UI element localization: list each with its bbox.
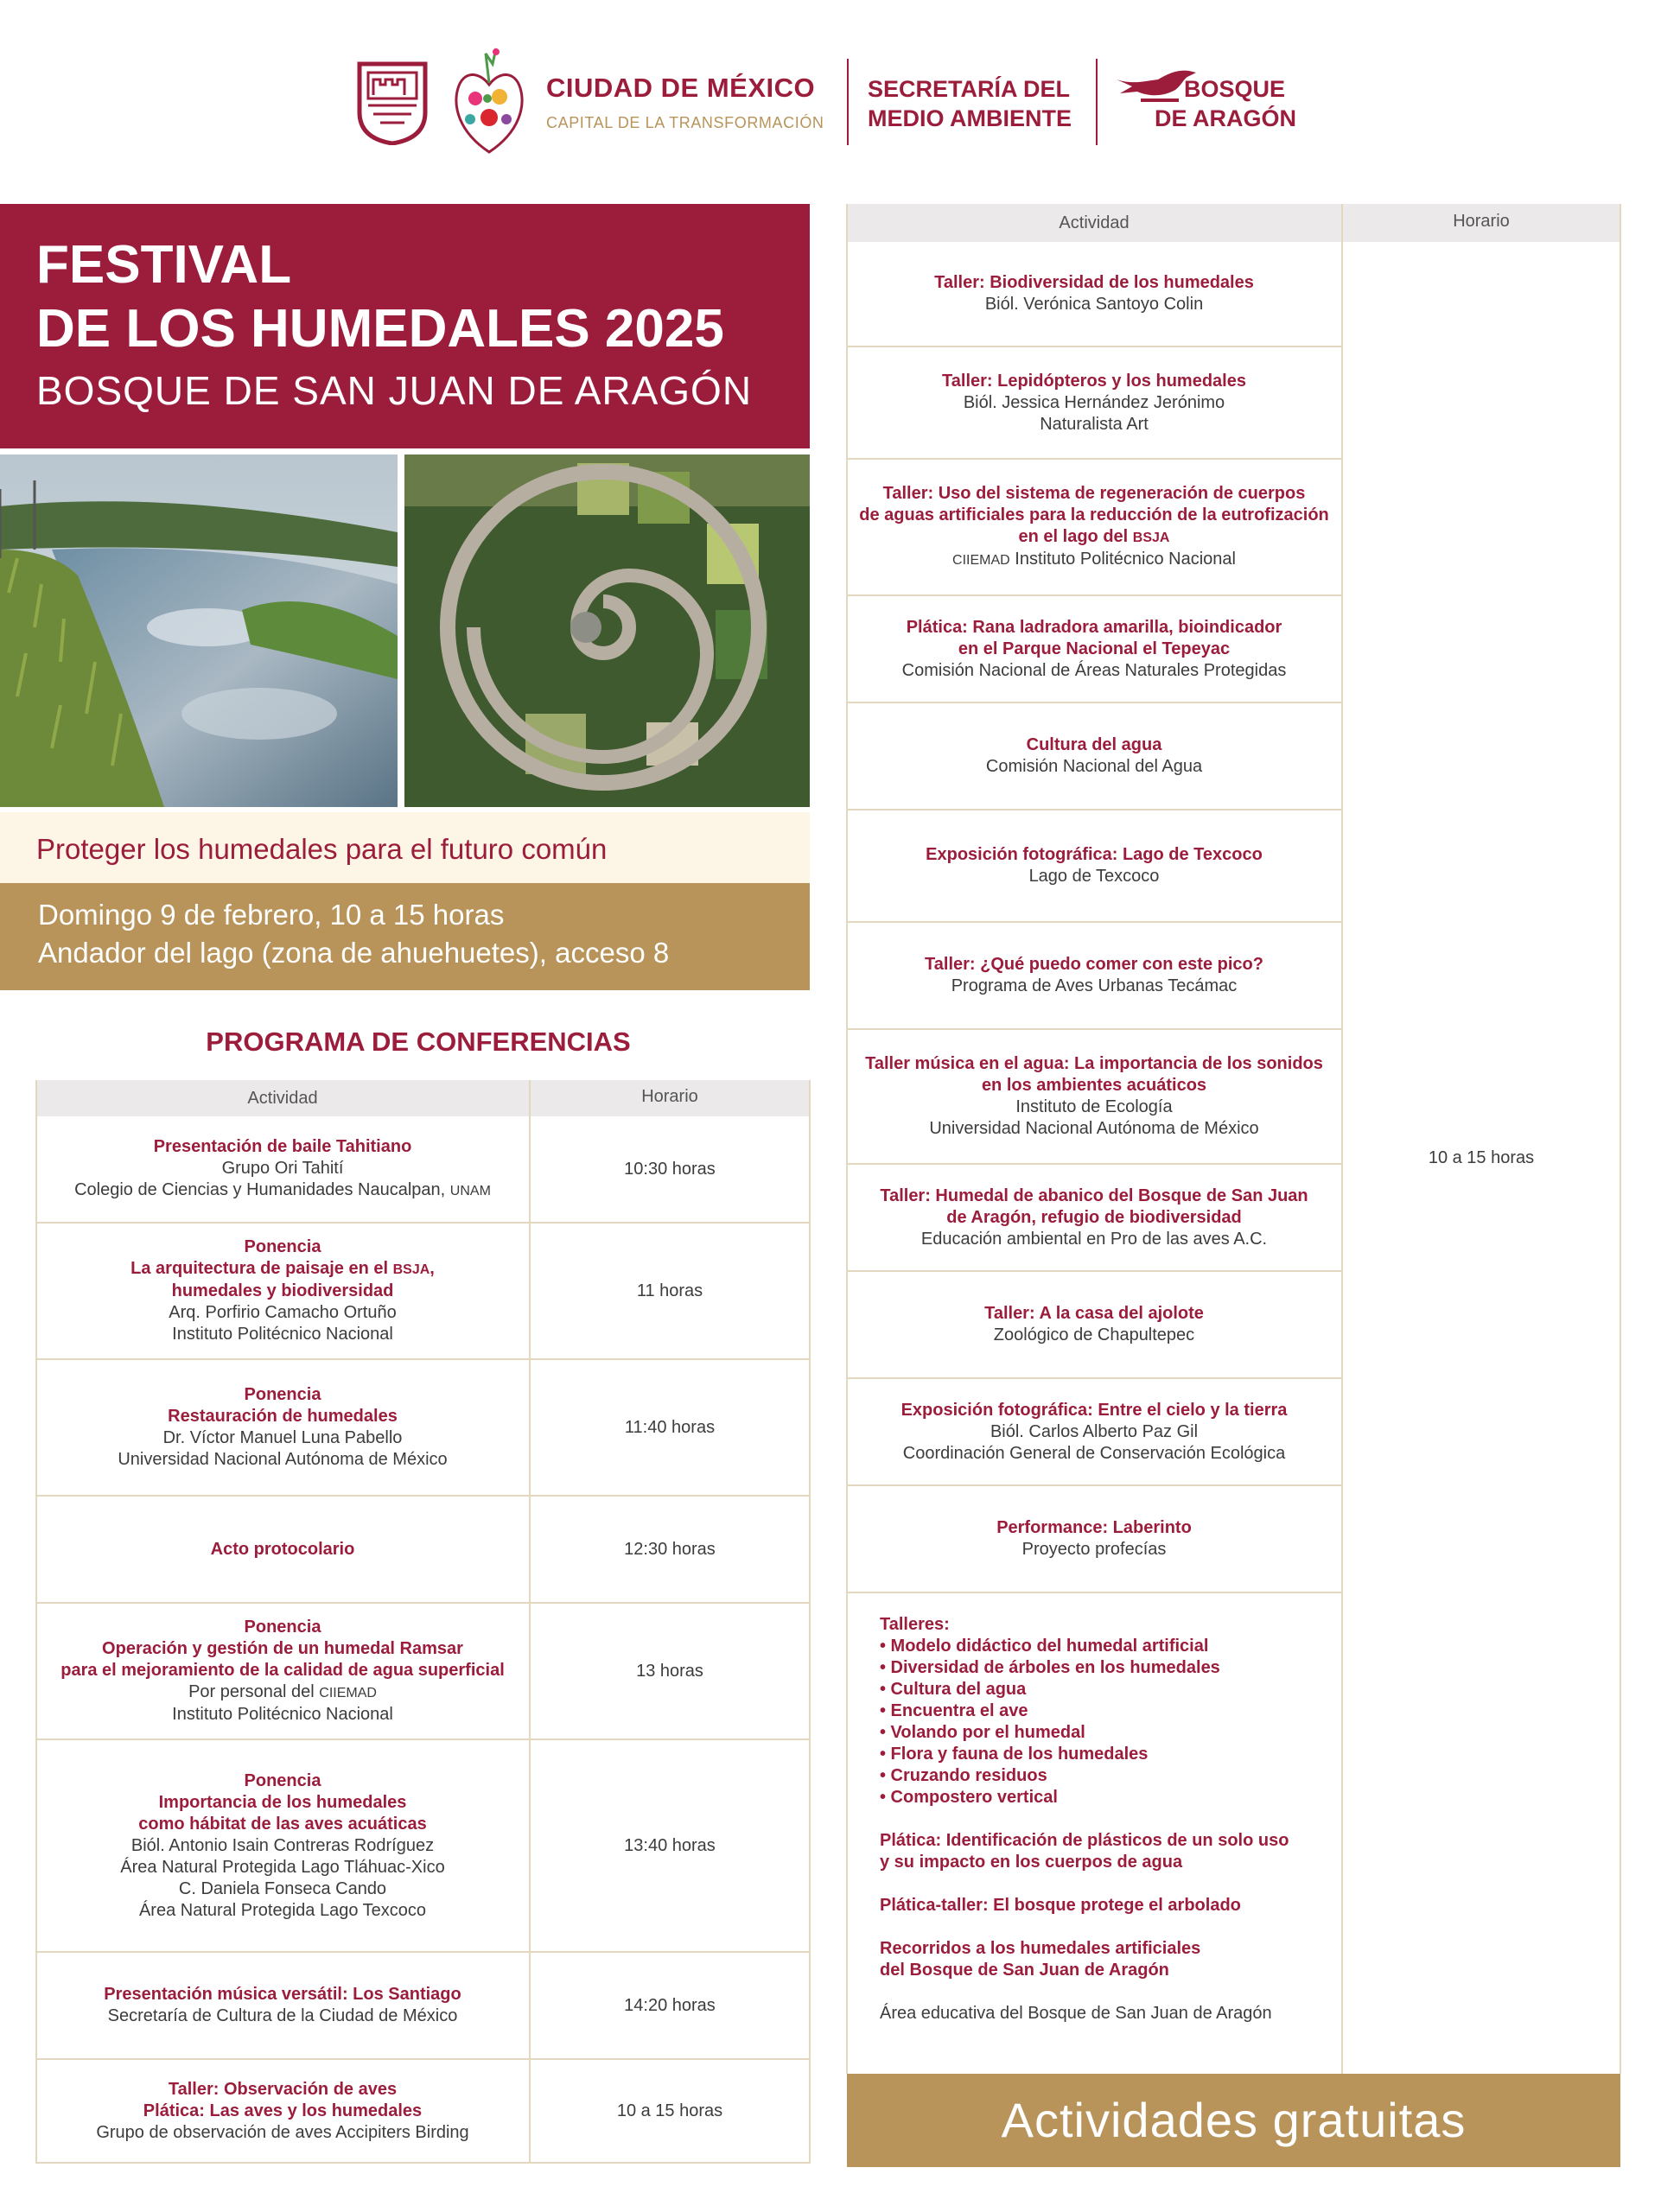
activity-line: Grupo de observación de aves Accipiters Birding: [96, 2122, 469, 2142]
activity-line: Biól. Jessica Hernández Jerónimo: [963, 392, 1225, 412]
activity-title: humedales y biodiversidad: [171, 1281, 394, 1300]
time-cell: 12:30 horas: [624, 1539, 716, 1559]
activity-title: Taller: ¿Qué puedo comer con este pico?: [925, 955, 1263, 974]
activity-line: Dr. Víctor Manuel Luna Pabello: [162, 1428, 403, 1447]
table-row: [847, 1379, 1341, 1486]
date-location-bar: [0, 883, 810, 990]
activity-title: Taller: Humedal de abanico del Bosque de San Juan: [880, 1185, 1308, 1205]
spiral-garden-photo: [404, 454, 810, 807]
activity-title: de Aragón, refugio de biodiversidad: [946, 1207, 1242, 1227]
bosque-aragon-name: [1155, 74, 1296, 133]
activity-line: Colegio de Ciencias y Humanidades Naucalpan, UNAM: [74, 1180, 491, 1199]
activity-cell: [36, 1740, 529, 1951]
location-text: Andador del lago (zona de ahuehuetes), acceso 8: [38, 937, 670, 969]
table-row: [847, 703, 1341, 810]
activity-line: Instituto Politécnico Nacional: [172, 1325, 393, 1344]
activity-line: Grupo Ori Tahití: [221, 1159, 344, 1178]
table-row: [847, 1486, 1341, 1593]
activity-line: Área Natural Protegida Lago Texcoco: [138, 1900, 427, 1920]
table-row: [847, 810, 1341, 923]
activity-title: Cultura del agua: [1026, 735, 1162, 754]
sma-name: [868, 74, 1072, 133]
date-text: Domingo 9 de febrero, 10 a 15 horas: [38, 899, 505, 931]
time-cell: 11 horas: [636, 1281, 703, 1300]
activity-title: Presentación música versátil: Los Santiago: [104, 1985, 461, 2004]
activity-type: Ponencia: [244, 1770, 321, 1790]
activity-line: Programa de Aves Urbanas Tecámac: [951, 976, 1238, 995]
activity-title: Taller: Uso del sistema de regeneración de cuerpos: [882, 484, 1306, 503]
table-row: [36, 1740, 809, 1953]
spacer: [880, 1808, 1312, 1830]
activity-title: Importancia de los humedales: [158, 1792, 407, 1812]
activity-line: Por personal del CIIEMAD: [188, 1682, 377, 1701]
table-border: [35, 2162, 811, 2164]
activity-title: en el lago del BSJA: [1018, 527, 1170, 546]
header-divider: [1096, 59, 1098, 145]
title-line1: FESTIVAL: [36, 235, 292, 295]
table-row: [847, 923, 1341, 1030]
activity-title: Taller: Observación de aves: [168, 2079, 398, 2099]
area-line: Área educativa del Bosque de San Juan de Aragón: [880, 2004, 1272, 2023]
activity-cell: [847, 1272, 1341, 1377]
activity-cell: [847, 596, 1341, 702]
activity-type: Ponencia: [244, 1618, 321, 1637]
cdmx-subtitle: CAPITAL DE LA TRANSFORMACIÓN: [546, 114, 824, 131]
table-row: [36, 1116, 809, 1224]
activity-title: Exposición fotográfica: Lago de Texcoco: [926, 845, 1263, 864]
sma-line2: MEDIO AMBIENTE: [868, 105, 1072, 131]
activity-title: Taller: Biodiversidad de los humedales: [934, 273, 1254, 292]
spiral-garden-image: [404, 454, 810, 807]
activity-title: Taller: A la casa del ajolote: [984, 1304, 1204, 1323]
activity-line: Universidad Nacional Autónoma de México: [118, 1450, 448, 1469]
list-item: • Compostero vertical: [880, 1788, 1058, 1807]
time-cell: 10 a 15 horas: [1428, 1147, 1535, 1167]
activity-line: Biól. Antonio Isain Contreras Rodríguez: [130, 1835, 435, 1855]
activity-title: Exposición fotográfica: Entre el cielo y la tierra: [901, 1400, 1288, 1420]
tagline-bar: [0, 812, 810, 883]
header-divider: [847, 59, 849, 145]
activity-title: Plática: Las aves y los humedales: [143, 2101, 423, 2120]
lake-photo-image: [0, 454, 398, 807]
table-row: [847, 1272, 1341, 1379]
table-row: [36, 1953, 809, 2060]
table-row: [36, 1224, 809, 1360]
table-border: [809, 1080, 811, 2164]
cdmx-heart-logo: [449, 45, 529, 156]
activity-cell: [847, 810, 1341, 921]
activity-cell: [36, 1360, 529, 1495]
activity-title: Restauración de humedales: [168, 1407, 398, 1426]
festival-title-block: [0, 204, 810, 448]
time-cell: 10 a 15 horas: [616, 2101, 723, 2120]
festival-title: [36, 233, 724, 361]
time-cell: 11:40 horas: [624, 1417, 716, 1437]
time-cell: 10:30 horas: [624, 1159, 716, 1179]
time-cell: 13 horas: [636, 1661, 703, 1681]
list-item: • Encuentra el ave: [880, 1701, 1028, 1720]
list-item: • Volando por el humedal: [880, 1723, 1085, 1742]
activity-title: para el mejoramiento de la calidad de agua superficial: [60, 1661, 505, 1680]
cdmx-title: CIUDAD DE MÉXICO: [546, 73, 816, 103]
tagline-text: Proteger los humedales para el futuro común: [36, 833, 608, 865]
activity-cell: [847, 460, 1341, 594]
talleres-list: [880, 1614, 1312, 2024]
table-row: [847, 1030, 1341, 1165]
platica-taller-line: Plática-taller: El bosque protege el arbolado: [880, 1896, 1241, 1915]
cdmx-shield-logo: [356, 60, 429, 145]
table-row: [847, 460, 1341, 596]
free-activities-banner: Actividades gratuitas: [847, 2074, 1620, 2167]
activity-line: Área Natural Protegida Lago Tláhuac-Xico: [120, 1857, 445, 1877]
activity-line: Comisión Nacional de Áreas Naturales Protegidas: [901, 660, 1287, 680]
activity-line: Comisión Nacional del Agua: [985, 757, 1203, 776]
activity-type: Ponencia: [244, 1385, 321, 1404]
spacer: [880, 1916, 1312, 1938]
activity-title: en el Parque Nacional el Tepeyac: [958, 639, 1231, 658]
time-cell: 13:40 horas: [624, 1835, 716, 1855]
activity-line: Lago de Texcoco: [1028, 867, 1160, 886]
activity-cell: [36, 1953, 529, 2058]
activity-title: Presentación de baile Tahitiano: [153, 1137, 412, 1156]
activity-cell: [847, 923, 1341, 1028]
activity-cell: [36, 1497, 529, 1602]
platica-line: Plática: Identificación de plásticos de un solo uso: [880, 1831, 1289, 1850]
activity-cell: [847, 703, 1341, 809]
activity-cell: [36, 2060, 529, 2162]
activity-title: Taller: Lepidópteros y los humedales: [942, 371, 1246, 391]
table-row: [847, 596, 1341, 703]
activity-title: de aguas artificiales para la reducción de la eutrofización: [859, 505, 1329, 524]
table-row: [847, 242, 1341, 347]
activity-line: Zoológico de Chapultepec: [993, 1325, 1195, 1344]
lake-photo: [0, 454, 398, 807]
activity-title: como hábitat de las aves acuáticas: [138, 1814, 427, 1834]
activity-type: Ponencia: [244, 1237, 321, 1256]
activity-line: Educación ambiental en Pro de las aves A.C.: [920, 1229, 1268, 1249]
title-line2: DE LOS HUMEDALES 2025: [36, 299, 724, 359]
activity-line: Naturalista Art: [1040, 414, 1149, 434]
table-row: [847, 347, 1341, 460]
ba-line2: DE ARAGÓN: [1155, 105, 1297, 131]
list-item: • Modelo didáctico del humedal artificial: [880, 1637, 1209, 1656]
activity-line: Biól. Verónica Santoyo Colin: [984, 295, 1204, 314]
time-cell: 14:20 horas: [624, 1995, 716, 2015]
table-row: [36, 1604, 809, 1740]
activity-cell: [36, 1116, 529, 1222]
activity-line: Universidad Nacional Autónoma de México: [929, 1119, 1259, 1138]
activity-title: La arquitectura de paisaje en el BSJA,: [130, 1259, 435, 1278]
platica-line: y su impacto en los cuerpos de agua: [880, 1853, 1183, 1872]
activity-line: C. Daniela Fonseca Cando: [178, 1878, 387, 1898]
activity-line: Instituto de Ecología: [1015, 1097, 1173, 1116]
sma-line1: SECRETARÍA DEL: [868, 76, 1071, 102]
activity-cell: [847, 1030, 1341, 1163]
activity-line: Instituto Politécnico Nacional: [172, 1705, 393, 1724]
header: [0, 0, 1661, 199]
list-item: • Cultura del agua: [880, 1680, 1027, 1699]
activity-cell: [847, 1165, 1341, 1270]
activity-line: Proyecto profecías: [1021, 1540, 1167, 1559]
activity-cell: [847, 242, 1341, 346]
list-item: • Flora y fauna de los humedales: [880, 1745, 1149, 1764]
spacer: [880, 1981, 1312, 2003]
table-row: [847, 1165, 1341, 1272]
activity-line: Biól. Carlos Alberto Paz Gil: [990, 1421, 1199, 1441]
activity-title: Performance: Laberinto: [996, 1518, 1192, 1537]
festival-subtitle: BOSQUE DE SAN JUAN DE ARAGÓN: [36, 368, 753, 413]
table-border: [1620, 204, 1621, 2074]
activity-line: CIIEMAD Instituto Politécnico Nacional: [952, 550, 1236, 569]
talleres-heading: Talleres:: [880, 1615, 950, 1634]
recorridos-line: del Bosque de San Juan de Aragón: [880, 1961, 1169, 1980]
program-title: PROGRAMA DE CONFERENCIAS: [206, 1027, 631, 1057]
activity-cell: [36, 1604, 529, 1738]
activity-title: Plática: Rana ladradora amarilla, bioindicador: [906, 617, 1282, 637]
activity-title: Acto protocolario: [210, 1539, 355, 1559]
activity-cell: [847, 1379, 1341, 1484]
activity-title: en los ambientes acuáticos: [981, 1076, 1207, 1095]
table-row: [36, 1497, 809, 1604]
activity-title: Operación y gestión de un humedal Ramsar: [102, 1639, 463, 1658]
recorridos-line: Recorridos a los humedales artificiales: [880, 1939, 1201, 1958]
list-item: • Cruzando residuos: [880, 1766, 1047, 1785]
column-header-time: Horario: [531, 1080, 809, 1116]
spacer: [880, 1873, 1312, 1895]
activity-title: Taller música en el agua: La importancia de los sonidos: [865, 1054, 1323, 1073]
activity-cell: [847, 1486, 1341, 1592]
table-row: [36, 1360, 809, 1497]
activity-cell: [36, 1224, 529, 1358]
column-header-time: Horario: [1343, 204, 1620, 242]
activity-line: Coordinación General de Conservación Ecológica: [902, 1443, 1286, 1463]
table-row: [36, 2060, 809, 2162]
list-item: • Diversidad de árboles en los humedales: [880, 1658, 1220, 1677]
activity-line: Secretaría de Cultura de la Ciudad de México: [107, 2006, 458, 2025]
ba-line1: BOSQUE: [1184, 76, 1286, 102]
activity-cell: [847, 347, 1341, 458]
column-header-activity: Actividad: [847, 204, 1341, 242]
activity-line: Arq. Porfirio Camacho Ortuño: [169, 1303, 397, 1322]
column-header-activity: Actividad: [36, 1080, 529, 1116]
